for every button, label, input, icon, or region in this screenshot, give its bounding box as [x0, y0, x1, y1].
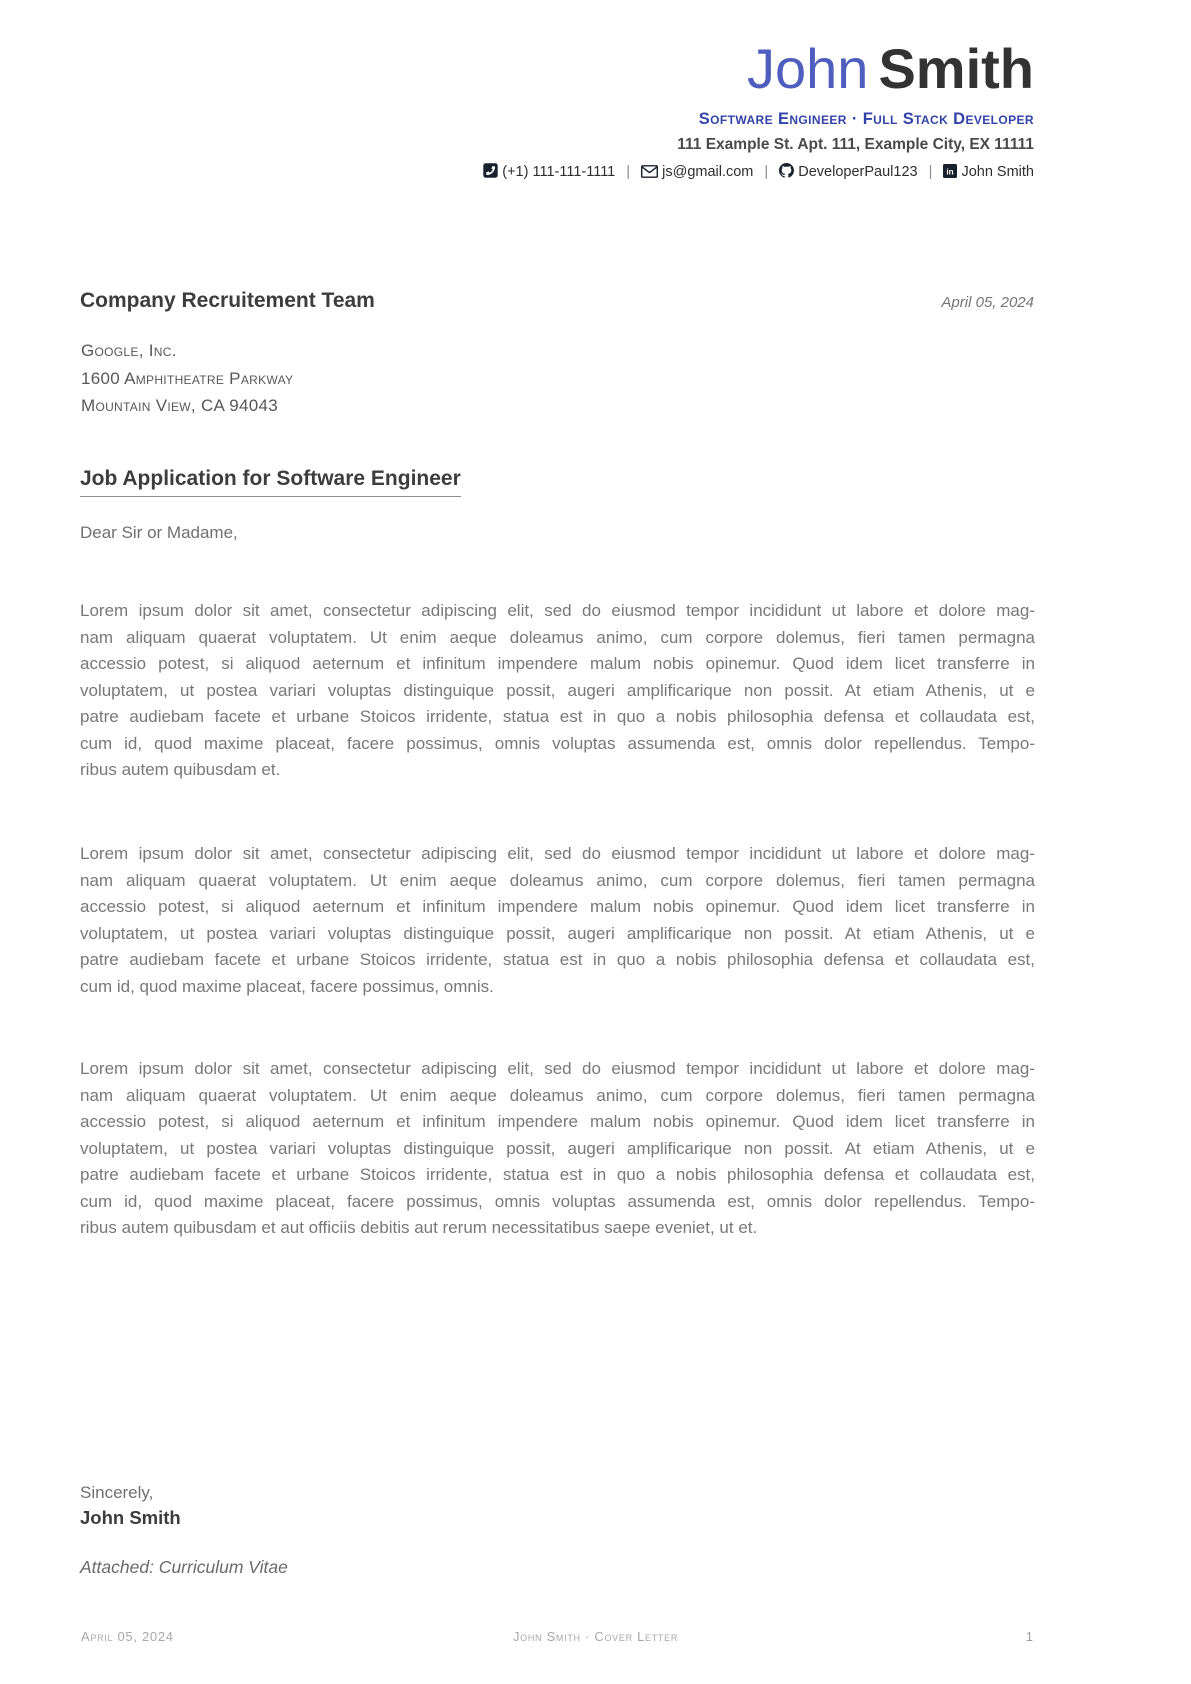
paragraph-line: voluptatem, ut postea variari voluptas distinguique possit, augeri amplificarique non possit. At etiam Athenis, ut e [80, 680, 1035, 700]
recipient-address-line-2: Mountain View, CA 94043 [81, 396, 279, 415]
footer-date: April 05, 2024 [81, 1629, 174, 1644]
paragraph-line: ribus autem quibusdam et aut officiis debitis aut rerum necessitatibus saepe eveniet, ut et. [80, 1218, 758, 1237]
github-icon [779, 163, 794, 178]
paragraph-line: accessio potest, si aliquod aeternum et infinitum impendere malum nobis opinemur. Quod idem licet transferre in [80, 1112, 1035, 1131]
linkedin-icon [943, 164, 957, 178]
paragraph-line: nam aliquam quaerat voluptatem. Ut enim aeque doleamus animo, cum corpore dolemus, fieri tamen permagna [80, 627, 1035, 647]
page-number: 1 [1025, 1629, 1033, 1644]
phone-icon [483, 163, 498, 178]
paragraph-line: nam aliquam quaerat voluptatem. Ut enim aeque doleamus animo, cum corpore dolemus, fieri tamen permagna [80, 870, 1035, 890]
paragraph-line: voluptatem, ut postea variari voluptas distinguique possit, augeri amplificarique non possit. At etiam Athenis, ut e [80, 923, 1035, 943]
closing-phrase: Sincerely, [80, 1483, 154, 1502]
attachment-note: Attached: Curriculum Vitae [80, 1557, 288, 1577]
paragraph-line: cum id, quod maxime placeat, facere possimus, omnis voluptas assumenda est, omnis dolor repellendus. Tempo- [80, 1191, 1035, 1211]
recipient-row [80, 289, 1034, 313]
contact-github [779, 164, 921, 180]
contact-phone [483, 164, 619, 180]
footer-title: John Smith · Cover Letter [512, 1629, 679, 1644]
salutation: Dear Sir or Madame, [80, 523, 238, 542]
body-paragraph-1 [80, 598, 1035, 784]
paragraph-line: cum id, quod maxime placeat, facere possimus, omnis voluptas assumenda est, omnis dolor repellendus. Tempo- [80, 733, 1035, 753]
phone-number[interactable]: (+1) 111-111-1111 [502, 163, 616, 180]
paragraph-line: voluptatem, ut postea variari voluptas distinguique possit, augeri amplificarique non possit. At etiam Athenis, ut e [80, 1138, 1035, 1158]
paragraph-line: Lorem ipsum dolor sit amet, consectetur adipiscing elit, sed do eiusmod tempor incididunt ut labore et dolore mag- [80, 1059, 1035, 1078]
email-address[interactable]: js@gmail.com [662, 163, 754, 180]
letter-header [80, 37, 1034, 180]
contact-separator: | [626, 163, 631, 180]
paragraph-line: accessio potest, si aliquod aeternum et infinitum impendere malum nobis opinemur. Quod idem licet transferre in [80, 654, 1035, 673]
author-last-name: Smith [878, 37, 1034, 100]
page-footer [0, 1629, 1191, 1649]
contact-line [80, 163, 1034, 180]
letter-date: April 05, 2024 [941, 294, 1034, 311]
linkedin-name[interactable]: John Smith [961, 163, 1034, 180]
paragraph-line: Lorem ipsum dolor sit amet, consectetur adipiscing elit, sed do eiusmod tempor incididunt ut labore et dolore mag- [80, 844, 1035, 863]
contact-linkedin [943, 164, 1034, 180]
signature-name: John Smith [80, 1507, 181, 1528]
paragraph-line: patre audiebam facete et urbane Stoicos irridente, statua est in quo a nobis philosophia defensa et collaudata est, [80, 707, 1035, 726]
recipient-address-line-1: 1600 Amphitheatre Parkway [81, 369, 294, 388]
recipient-company: Google, Inc. [81, 341, 177, 360]
contact-separator: | [928, 163, 933, 180]
paragraph-line: patre audiebam facete et urbane Stoicos irridente, statua est in quo a nobis philosophia defensa et collaudata est, [80, 950, 1035, 969]
letter-subject: Job Application for Software Engineer [80, 467, 461, 497]
author-address: 111 Example St. Apt. 111, Example City, EX 11111 [677, 135, 1034, 153]
recipient-title: Company Recruitement Team [80, 289, 375, 312]
body-paragraph-3 [80, 1056, 1035, 1242]
envelope-icon [641, 165, 658, 178]
body-paragraph-2 [80, 841, 1035, 1000]
paragraph-line: cum id, quod maxime placeat, facere possimus, omnis. [80, 976, 494, 996]
svg-text:in: in [946, 167, 955, 177]
contact-separator: | [764, 163, 769, 180]
author-tagline: Software Engineer · Full Stack Developer [698, 109, 1034, 128]
contact-email [641, 164, 757, 180]
author-name [80, 37, 1034, 100]
paragraph-line: nam aliquam quaerat voluptatem. Ut enim aeque doleamus animo, cum corpore dolemus, fieri tamen permagna [80, 1085, 1035, 1105]
paragraph-line: Lorem ipsum dolor sit amet, consectetur adipiscing elit, sed do eiusmod tempor incididunt ut labore et dolore mag- [80, 601, 1035, 620]
github-handle[interactable]: DeveloperPaul123 [798, 163, 918, 180]
paragraph-line: ribus autem quibusdam et. [80, 760, 281, 779]
author-first-name: John [747, 37, 869, 100]
paragraph-line: patre audiebam facete et urbane Stoicos irridente, statua est in quo a nobis philosophia defensa et collaudata est, [80, 1165, 1035, 1184]
paragraph-line: accessio potest, si aliquod aeternum et infinitum impendere malum nobis opinemur. Quod idem licet transferre in [80, 897, 1035, 916]
